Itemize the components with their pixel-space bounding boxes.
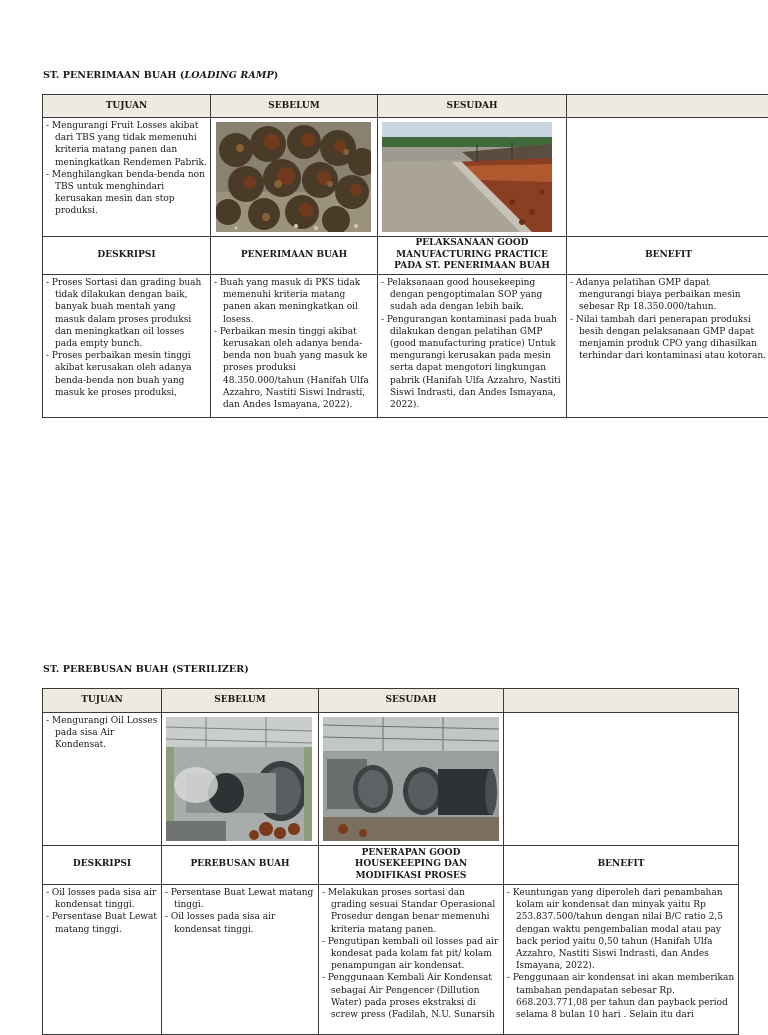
section1-title: ST. PENERIMAAN BUAH (LOADING RAMP): [43, 70, 278, 81]
penerapan-item: - Melakukan proses sortasi dan grading sesuai Standar Operasional Prosedur dengan benar memenuhi kriteria matang panen.: [322, 887, 500, 936]
empty-cell: [504, 713, 739, 846]
deskripsi-item: - Proses perbaikan mesin tinggi akibat kerusakan oleh adanya benda-benda non buah yang masuk ke proses produksi,: [46, 350, 207, 399]
penerimaan-item: - Perbaikan mesin tinggi akibat kerusakan oleh adanya benda-benda non buah yang masuk ke proses produksi 48.350.000/tahun (Hanifah Ulfa Azzahro, Nastiti Siswi Indrasti, dan Andes Ismayana, 2022).: [214, 326, 374, 411]
pelaksanaan-item: - Pengurangan kontaminasi pada buah dilakukan dengan pelatihan GMP (good manufacturing pratice) Untuk mengurangi kerusakan pada mesin serta dapat mengotori lingkungan pabrik (Hanifah Ulfa Azzahro, Nastiti Siswi Indrasti, dan Andes Ismayana, 2022).: [381, 314, 563, 412]
pelaksanaan-cell: [378, 275, 567, 418]
section2-table: [42, 688, 739, 1035]
sebelum-photo-cell: [162, 713, 319, 846]
header-pelaksanaan-gmp: PELAKSANAAN GOOD MANUFACTURING PRACTICE PADA ST. PENERIMAAN BUAH: [378, 237, 567, 275]
benefit-item: - Nilai tambah dari penerapan produksi besih dengan pelaksanaan GMP dapat menjamin produk CPO yang dihasilkan terhindar dari kontaminasi atau kotoran.: [570, 314, 767, 363]
header-sesudah: SESUDAH: [319, 689, 504, 713]
section1-table: [42, 94, 768, 418]
loading-ramp-photo: [382, 122, 552, 232]
deskripsi-item: - Oil losses pada sisa air kondensat tinggi.: [46, 887, 158, 911]
header-sebelum: SEBELUM: [211, 95, 378, 118]
deskripsi-cell: [43, 885, 162, 1035]
penerapan-item: - Penggunaan Kembali Air Kondensat sebagai Air Pengencer (Dillution Water) pada proses ekstraksi di screw press (Fadilah, N.U. Sunarsih: [322, 972, 500, 1021]
deskripsi-item: - Proses Sortasi dan grading buah tidak dilakukan dengan baik, banyak buah mentah yang masuk dalam proses produksi dan meningkatkan oil losses pada empty bunch.: [46, 277, 207, 350]
deskripsi-cell: [43, 275, 211, 418]
benefit-cell: [504, 885, 739, 1035]
header-perebusan-buah: PEREBUSAN BUAH: [162, 846, 319, 885]
header-sebelum: SEBELUM: [162, 689, 319, 713]
header-empty: [567, 95, 768, 118]
benefit-item: - Keuntungan yang diperoleh dari penambahan kolam air kondensat dan minyak yaitu Rp 253.837.500/tahun dengan nilai B/C ratio 2,5 dengan waktu pengembalian modal atau pay back period yaitu 0,50 tahun (Hanifah Ulfa Azzahro, Nastiti Siswi Indrasti, dan Andes Ismayana, 2022).: [507, 887, 735, 972]
empty-cell: [567, 118, 768, 237]
header-sesudah: SESUDAH: [378, 95, 567, 118]
pelaksanaan-item: - Pelaksanaan good housekeeping dengan pengoptimalan SOP yang sudah ada dengan lebih baik.: [381, 277, 563, 314]
deskripsi-item: - Persentase Buat Lewat matang tinggi.: [46, 911, 158, 935]
penerimaan-cell: [211, 275, 378, 418]
sebelum-photo-cell: [211, 118, 378, 237]
sesudah-photo-cell: [319, 713, 504, 846]
perebusan-cell: [162, 885, 319, 1035]
tujuan-item: - Mengurangi Fruit Losses akibat dari TBS yang tidak memenuhi kriteria matang panen dan meningkatkan Rendemen Pabrik.: [46, 120, 207, 169]
header-tujuan: TUJUAN: [43, 689, 162, 713]
benefit-item: - Adanya pelatihan GMP dapat mengurangi biaya perbaikan mesin sebesar Rp 18.350.000/tahun.: [570, 277, 767, 314]
header-empty: [504, 689, 739, 713]
palm-fruit-bunches-photo: [216, 122, 371, 232]
sesudah-photo-cell: [378, 118, 567, 237]
perebusan-item: - Persentase Buat Lewat matang tinggi.: [165, 887, 315, 911]
tujuan-item: - Mengurangi Oil Losses pada sisa Air Kondensat.: [46, 715, 158, 752]
header-benefit: BENEFIT: [567, 237, 768, 275]
benefit-item: - Penggunaan air kondensat ini akan memberikan tambahan pendapatan sebesar Rp. 668.203.771,08 per tahun dan payback period selama 8 bulan 10 hari . Selain itu dari: [507, 972, 735, 1021]
header-penerimaan-buah: PENERIMAAN BUAH: [211, 237, 378, 275]
header-penerapan-gh: PENERAPAN GOOD HOUSEKEEPING DAN MODIFIKASI PROSES: [319, 846, 504, 885]
header-benefit: BENEFIT: [504, 846, 739, 885]
tujuan-cell: [43, 713, 162, 846]
header-tujuan: TUJUAN: [43, 95, 211, 118]
header-deskripsi: DESKRIPSI: [43, 846, 162, 885]
sterilizer-before-photo: [166, 717, 312, 841]
tujuan-cell: [43, 118, 211, 237]
benefit-cell: [567, 275, 768, 418]
section2-title: ST. PEREBUSAN BUAH (STERILIZER): [43, 664, 249, 675]
penerapan-item: - Pengutipan kembali oil losses pad air kondesat pada kolam fat pit/ kolam penampungan air kondensat.: [322, 936, 500, 973]
header-deskripsi: DESKRIPSI: [43, 237, 211, 275]
tujuan-item: - Menghilangkan benda-benda non TBS untuk menghindari kerusakan mesin dan stop produksi.: [46, 169, 207, 218]
perebusan-item: - Oil losses pada sisa air kondensat tinggi.: [165, 911, 315, 935]
penerapan-cell: [319, 885, 504, 1035]
penerimaan-item: - Buah yang masuk di PKS tidak memenuhi kriteria matang panen akan meningkatkan oil losess.: [214, 277, 374, 326]
sterilizer-after-photo: [323, 717, 499, 841]
